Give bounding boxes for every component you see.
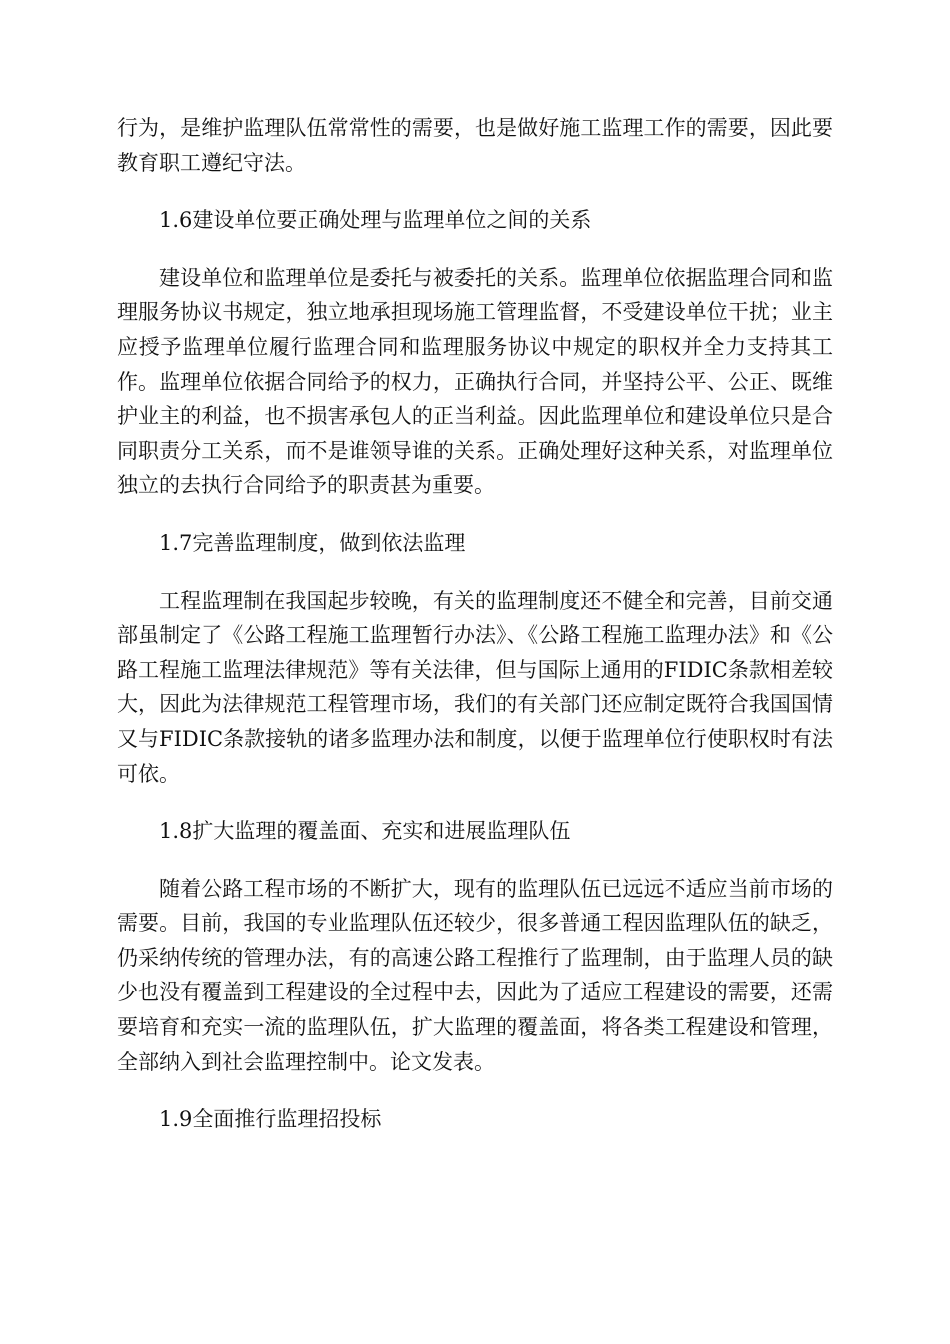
paragraph-1-8: 随着公路工程市场的不断扩大，现有的监理队伍已远远不适应当前市场的需要。目前，我国的专业监理队伍还较少，很多普通工程因监理队伍的缺乏，仍采纳传统的管理办法，有的高速公路工程推行了监理制，由于监理人员的缺少也没有覆盖到工程建设的全过程中去，因此为了适应工程建设的需要，还需要培育和充实一流的监理队伍，扩大监理的覆盖面，将各类工程建设和管理，全部纳入到社会监理控制中。论文发表。 xyxy=(117,876,833,1074)
paragraph-1-7: 工程监理制在我国起步较晚，有关的监理制度还不健全和完善，目前交通部虽制定了《公路工程施工监理暂行办法》、《公路工程施工监理办法》和《公路工程施工监理法律规范》等有关法律，但与国际上通用的FIDIC条款相差较大，因此为法律规范工程管理市场，我们的有关部门还应制定既符合我国国情又与FIDIC条款接轨的诸多监理办法和制度，以便于监理单位行使职权时有法可依。 xyxy=(117,588,833,786)
spacer xyxy=(117,1079,833,1102)
section-heading-1-7: 1.7完善监理制度，做到依法监理 xyxy=(159,530,466,555)
paragraph-1-6: 建设单位和监理单位是委托与被委托的关系。监理单位依据监理合同和监理服务协议书规定，独立地承担现场施工管理监督，不受建设单位干扰；业主应授予监理单位履行监理合同和监理服务协议中规定的职权并全力支持其工作。监理单位依据合同给予的权力，正确执行合同，并坚持公平、公正、既维护业主的利益，也不损害承包人的正当利益。因此监理单位和建设单位只是合同职责分工关系，而不是谁领导谁的关系。正确处理好这种关系，对监理单位独立的去执行合同给予的职责甚为重要。 xyxy=(117,265,833,498)
document-page xyxy=(117,111,833,1137)
spacer xyxy=(117,180,833,203)
spacer xyxy=(117,791,833,814)
section-heading-1-9: 1.9全面推行监理招投标 xyxy=(159,1107,382,1132)
spacer xyxy=(117,561,833,584)
paragraph-continuation: 行为，是维护监理队伍常常性的需要，也是做好施工监理工作的需要，因此要教育职工遵纪守法。 xyxy=(117,116,833,175)
section-heading-1-8: 1.8扩大监理的覆盖面、充实和进展监理队伍 xyxy=(159,819,571,844)
section-heading-1-6: 1.6建设单位要正确处理与监理单位之间的关系 xyxy=(159,208,592,233)
spacer xyxy=(117,503,833,526)
spacer xyxy=(117,238,833,261)
spacer xyxy=(117,849,833,872)
